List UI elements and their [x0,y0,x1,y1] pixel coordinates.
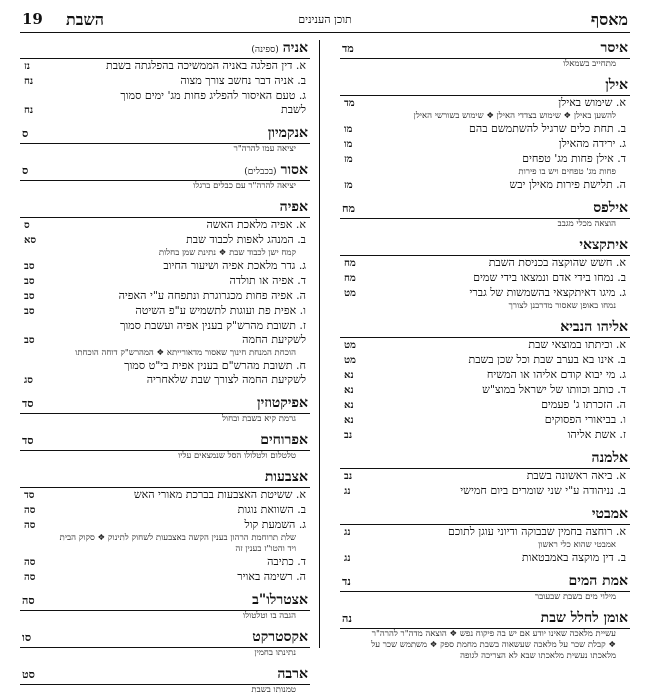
subentry-text: ו. בביאורי הפסוקים [544,413,626,426]
entry-title-group [260,432,308,449]
subentry-text: ח. תשובת מהרש"ם בענין אפית בי"ט סמוך [124,359,306,372]
entry-page-ref: ס [22,127,29,140]
index-entry [340,450,630,499]
entry-title: אפיה [279,199,308,215]
subentry-text: ג. מיגו דאיתקצאי בהשמשות של גברי [469,286,626,299]
entry-heading [20,125,310,144]
subentry-row [20,218,310,233]
entry-title: אומן לחלל שבת [540,610,628,626]
entry-page-ref: סו [22,631,32,644]
subentry-row [20,89,310,103]
entry-page-ref: סה [22,594,35,607]
subentry-page-ref: סא [24,235,37,246]
column-divider [319,40,320,648]
subentry-page-ref: מז [344,154,353,165]
subentry-page-ref: נח [24,76,34,87]
entry-heading [20,629,310,648]
subentry-row [340,256,630,271]
entry-title: אניה [282,40,308,56]
entry-title: אמבטי [591,506,628,522]
subentry-row [20,488,310,503]
entry-heading [340,77,630,96]
entry-heading [340,319,630,338]
entry-note: יציאה עמו להרה"ר [233,144,296,154]
index-entry [20,40,310,118]
subentry-text: ו. אפית פת ועוגות לתשמיש ע"פ השיטה [135,304,306,317]
subentry-note: הוכחת המנחת חינוך שאסור מדאורייתא ❖ המהרש"ק דוחה הוכחתו [75,348,296,358]
subentry-row [20,304,310,319]
entry-title-group [265,469,308,486]
subentry-page-ref: סב [24,261,35,272]
entry-heading [340,573,630,592]
subentry-row [340,137,630,152]
index-entry [340,506,630,566]
subentry-text: א. ביאה ראשונה בשבת [526,469,626,482]
subentry-page-ref: סב [24,276,35,287]
subentry-page-ref: מח [344,258,356,269]
entry-title-group [252,629,308,646]
entry-heading [20,592,310,611]
entry-title: אפרוחים [260,432,308,448]
subentry-text: לשקיעת החמה [242,333,306,346]
index-columns [20,40,630,695]
subentry-text: ז. תשובת מהרש"ק בענין אפיה ועשבת סמוך [119,319,306,332]
index-entry [20,469,310,585]
entry-title-group [277,666,308,683]
entry-title-group [257,395,308,412]
entry-heading [340,450,630,469]
running-header [20,8,630,33]
subentry-page-ref: סב [24,306,35,317]
subentry-row [20,74,310,89]
entry-note: טמנותו בשבת [251,685,296,695]
subentry-row [20,103,310,118]
subentry-row [340,152,630,167]
subentry-row [340,368,630,383]
subentry-page-ref: מו [344,124,353,135]
entry-page-ref: סד [22,434,34,447]
subentry-row [340,428,630,443]
subentry-page-ref: סב [24,291,35,302]
subentry-row [340,122,630,137]
subentry-row [20,59,310,74]
subentry-page-ref: סג [24,375,33,386]
left-column [20,40,310,695]
entry-note: הגבה בו וטלטולו [242,611,296,621]
subentry-note: להשען באילן ❖ שימוש בצדדי האילן ❖ שימוש בשורשי האילן [413,111,616,121]
subentry-text: לשבת [281,103,306,116]
entry-title-group [244,162,308,179]
subentry-text: ב. אניה דבר נחשב צורך מצוה [180,74,306,87]
entry-note: מילוי מים בשבת שבעובר [534,592,616,602]
entry-title: אקסטרקט [252,629,308,645]
subentry-text: ב. אינו בא בערב שבת וכל שכן בשבת [468,353,626,366]
subentry-row [340,383,630,398]
subentry-row [20,259,310,274]
index-entry [20,629,310,659]
entry-heading [20,162,310,181]
entry-note: עשיית מלאכה שאינו יודע אם יש בה פיקוח נפש ❖ הוצאה מדה"ר להרה"ר ❖ קבלת שכר על מלאכה שעשאוה בשבת מחמת ספק ❖ משתמש שכר על מלאכתו נעשית מלאכתו שבא לא הצריכה לגופה [371,629,616,661]
entry-heading [20,432,310,451]
subentry-row [20,570,310,585]
entry-title: אילן [605,77,628,93]
entry-page-ref: סד [22,397,34,410]
index-entry [340,319,630,443]
entry-title: אפיקטוזין [257,395,308,411]
entry-title-group [592,506,628,523]
subentry-page-ref: נג [344,527,351,538]
entry-title-group [593,200,628,217]
subentry-text: ה. תלישת פירות מאילן יבש [509,178,626,191]
entry-title: איסר [600,40,628,56]
index-entry [20,395,310,425]
entry-title-group [268,125,308,142]
subentry-page-ref: נא [344,415,354,426]
subentry-row [340,398,630,413]
header-section-title: תוכן הענינים [298,13,352,26]
entry-heading [340,200,630,219]
entry-title-group [605,77,628,94]
subentry-row [20,333,310,348]
subentry-text: ד. אילן פחות מג' טפחים [522,152,626,165]
header-topic-title: השבת [66,10,104,29]
subentry-text: ב. נמחו בידי אדם ונמצאו בידי שמים [473,271,626,284]
entry-note: נתינתו בחמין [254,648,296,658]
subentry-text: ב. נניהודה ע"י שני שומרים ביום חמישי [460,484,626,497]
entry-title: אמת המים [568,573,628,589]
subentry-text: ג. גדר מלאכת אפיה ושיעור החיוב [163,259,306,272]
subentry-row [340,286,630,301]
entry-page-ref: מח [342,202,356,215]
subentry-text: ב. המנהג לאפות לכבוד שבת [186,233,306,246]
entry-page-ref: נה [342,612,352,625]
document-page [20,8,630,695]
index-entry [340,237,630,312]
subentry-page-ref: נג [344,486,351,497]
subentry-text: ד. כתיבה [267,555,306,568]
entry-title-group [560,319,628,336]
entry-heading [20,666,310,685]
subentry-page-ref: נב [344,471,353,482]
subentry-note: קמח ישן לכבוד שבת ❖ נתינת שמן בחלות [158,248,296,258]
subentry-text: ה. רשימה באויר [237,570,306,583]
index-entry [20,666,310,696]
entry-title-group [251,40,308,57]
index-entry [340,610,630,662]
subentry-row [340,178,630,193]
index-entry [20,199,310,388]
subentry-text: ב. דין מוקצה באמבטאות [521,551,626,564]
subentry-row [20,359,310,373]
entry-note: טלטלום ולטלולו הסל שנמצאים עליו [178,451,296,461]
entry-note: מתחייב בשמאלו [563,59,616,69]
entry-title: ארבה [277,666,308,682]
page-number: 19 [22,10,43,28]
entry-title-group [252,592,308,609]
subentry-text: ב. תחת כלים שרגיל להשתמשם בהם [469,122,626,135]
entry-title: אנקמיון [267,125,308,141]
subentry-text: א. שימוש באילן [558,96,626,109]
subentry-row [340,484,630,499]
subentry-text: א. וכיתתו במוצאי שבת [528,338,626,351]
entry-title: איתקצאי [579,237,628,253]
index-entry [340,200,630,230]
subentry-text: ג. טעם האיסור להפליג פחות מג' ימים סמוך [120,89,306,102]
subentry-row [20,233,310,248]
index-entry [340,77,630,193]
subentry-row [20,373,310,388]
subentry-page-ref: מד [344,98,355,109]
entry-heading [20,395,310,414]
subentry-page-ref: סב [24,335,35,346]
subentry-page-ref: נב [344,430,353,441]
entry-heading [340,237,630,256]
entry-title-group [579,237,628,254]
entry-heading [20,469,310,488]
subentry-text: א. רוחצה בחמין שבבוקה ודיוני עוגן לתוכם [448,525,626,538]
index-entry [340,40,630,70]
subentry-row [20,274,310,289]
entry-page-ref: ס [22,164,29,177]
entry-note: יציאה להרה"ר עם כבלים ברגלו [193,181,296,191]
subentry-page-ref: מט [344,340,356,351]
index-entry [20,592,310,622]
subentry-page-ref: נא [344,400,354,411]
entry-page-ref: נד [342,575,351,588]
entry-heading [20,199,310,218]
subentry-page-ref: מו [344,139,353,150]
subentry-page-ref: נח [24,105,34,116]
entry-heading [340,40,630,59]
entry-note: גרמת קיא בשבת ובחול [221,414,296,424]
subentry-page-ref: מט [344,288,356,299]
entry-tag: (ספינה) [251,45,279,55]
subentry-text: ג. ירידה מהאילן [558,137,626,150]
entry-title-group [541,610,628,627]
subentry-text: ד. אפיה או תולדה [229,274,306,287]
subentry-page-ref: נג [344,553,351,564]
subentry-row [340,96,630,111]
entry-title: אסור [280,162,308,178]
entry-title-group [592,450,628,467]
entry-page-ref: סט [22,668,35,681]
subentry-text: ה. אפיה פחות מכגרוגרת ונתפחה ע"י האפיה [118,289,306,302]
subentry-page-ref: סד [24,490,35,501]
entry-heading [340,610,630,629]
subentry-text: ג. השמעת קול [244,518,306,531]
subentry-text: א. אפיה מלאכת האשה [206,218,306,231]
index-entry [20,432,310,462]
subentry-row [340,338,630,353]
entry-title-group [280,199,308,216]
entry-title-group [569,573,628,590]
subentry-note: שלת תרוחמת הרהון בענין הקשה באצבעות לשחוק לתינוק ❖ סקוק הבית ויד והטו"ז בענין זה [59,533,296,554]
subentry-page-ref: סה [24,572,36,583]
subentry-text: לשקיעת החמה לצורך שבת שלאחריה [146,373,306,386]
subentry-row [20,319,310,333]
subentry-text: א. חשש שהוקצה בכניסת השבת [488,256,626,269]
subentry-row [340,469,630,484]
entry-note: הוצאה מכלי מגבב [557,219,616,229]
entry-tag: (בכבלים) [244,167,277,177]
entry-heading [20,40,310,59]
subentry-text: א. ששיטת האצבעות בברכת מאורי האש [133,488,306,501]
subentry-row [340,551,630,566]
entry-title: אילפס [593,200,628,216]
subentry-page-ref: סה [24,505,36,516]
subentry-note: אמבטי שהוא כלי ראשון [538,540,616,550]
subentry-row [340,353,630,368]
subentry-page-ref: מז [344,180,353,191]
subentry-page-ref: נא [344,385,354,396]
subentry-row [340,525,630,540]
subentry-text: ג. מי יבוא קודם אליהו או המשיח [486,368,626,381]
entry-page-ref: מד [342,42,354,55]
subentry-row [20,555,310,570]
entry-heading [340,506,630,525]
index-entry [20,125,310,155]
subentry-page-ref: ס [24,220,30,231]
subentry-page-ref: מט [344,355,356,366]
header-book-title: מאסף [590,10,628,29]
subentry-text: א. דין הפלגה באניה הממשיכה בהפלגתה בשבת [106,59,306,72]
subentry-page-ref: סה [24,520,36,531]
subentry-text: ב. השוואת נוגות [237,503,306,516]
entry-title-group [600,40,628,57]
subentry-note: נמחו באופן שאסור מדרבנן לצורך [508,301,616,311]
subentry-row [340,413,630,428]
entry-title: אצבעות [264,469,308,485]
entry-title: אצטרלו"ב [252,592,308,608]
subentry-page-ref: נא [344,370,354,381]
right-column [340,40,630,661]
index-entry [20,162,310,192]
subentry-page-ref: סה [24,557,36,568]
subentry-row [340,271,630,286]
subentry-text: ד. כותב וכוותו של ישראל במוצ"ש [482,383,626,396]
subentry-page-ref: מח [344,273,356,284]
subentry-page-ref: נז [24,61,31,72]
subentry-note: פחות מג' טפחים ויש בו פירות [518,167,616,177]
index-entry [340,573,630,603]
subentry-row [20,518,310,533]
subentry-text: ז. אשת אליהו [567,428,626,441]
subentry-text: ה. הזכרתו ג' פעמים [541,398,626,411]
entry-title: אליהו הנביא [560,319,628,335]
subentry-row [20,503,310,518]
subentry-row [20,289,310,304]
entry-title: אלמנה [591,450,628,466]
